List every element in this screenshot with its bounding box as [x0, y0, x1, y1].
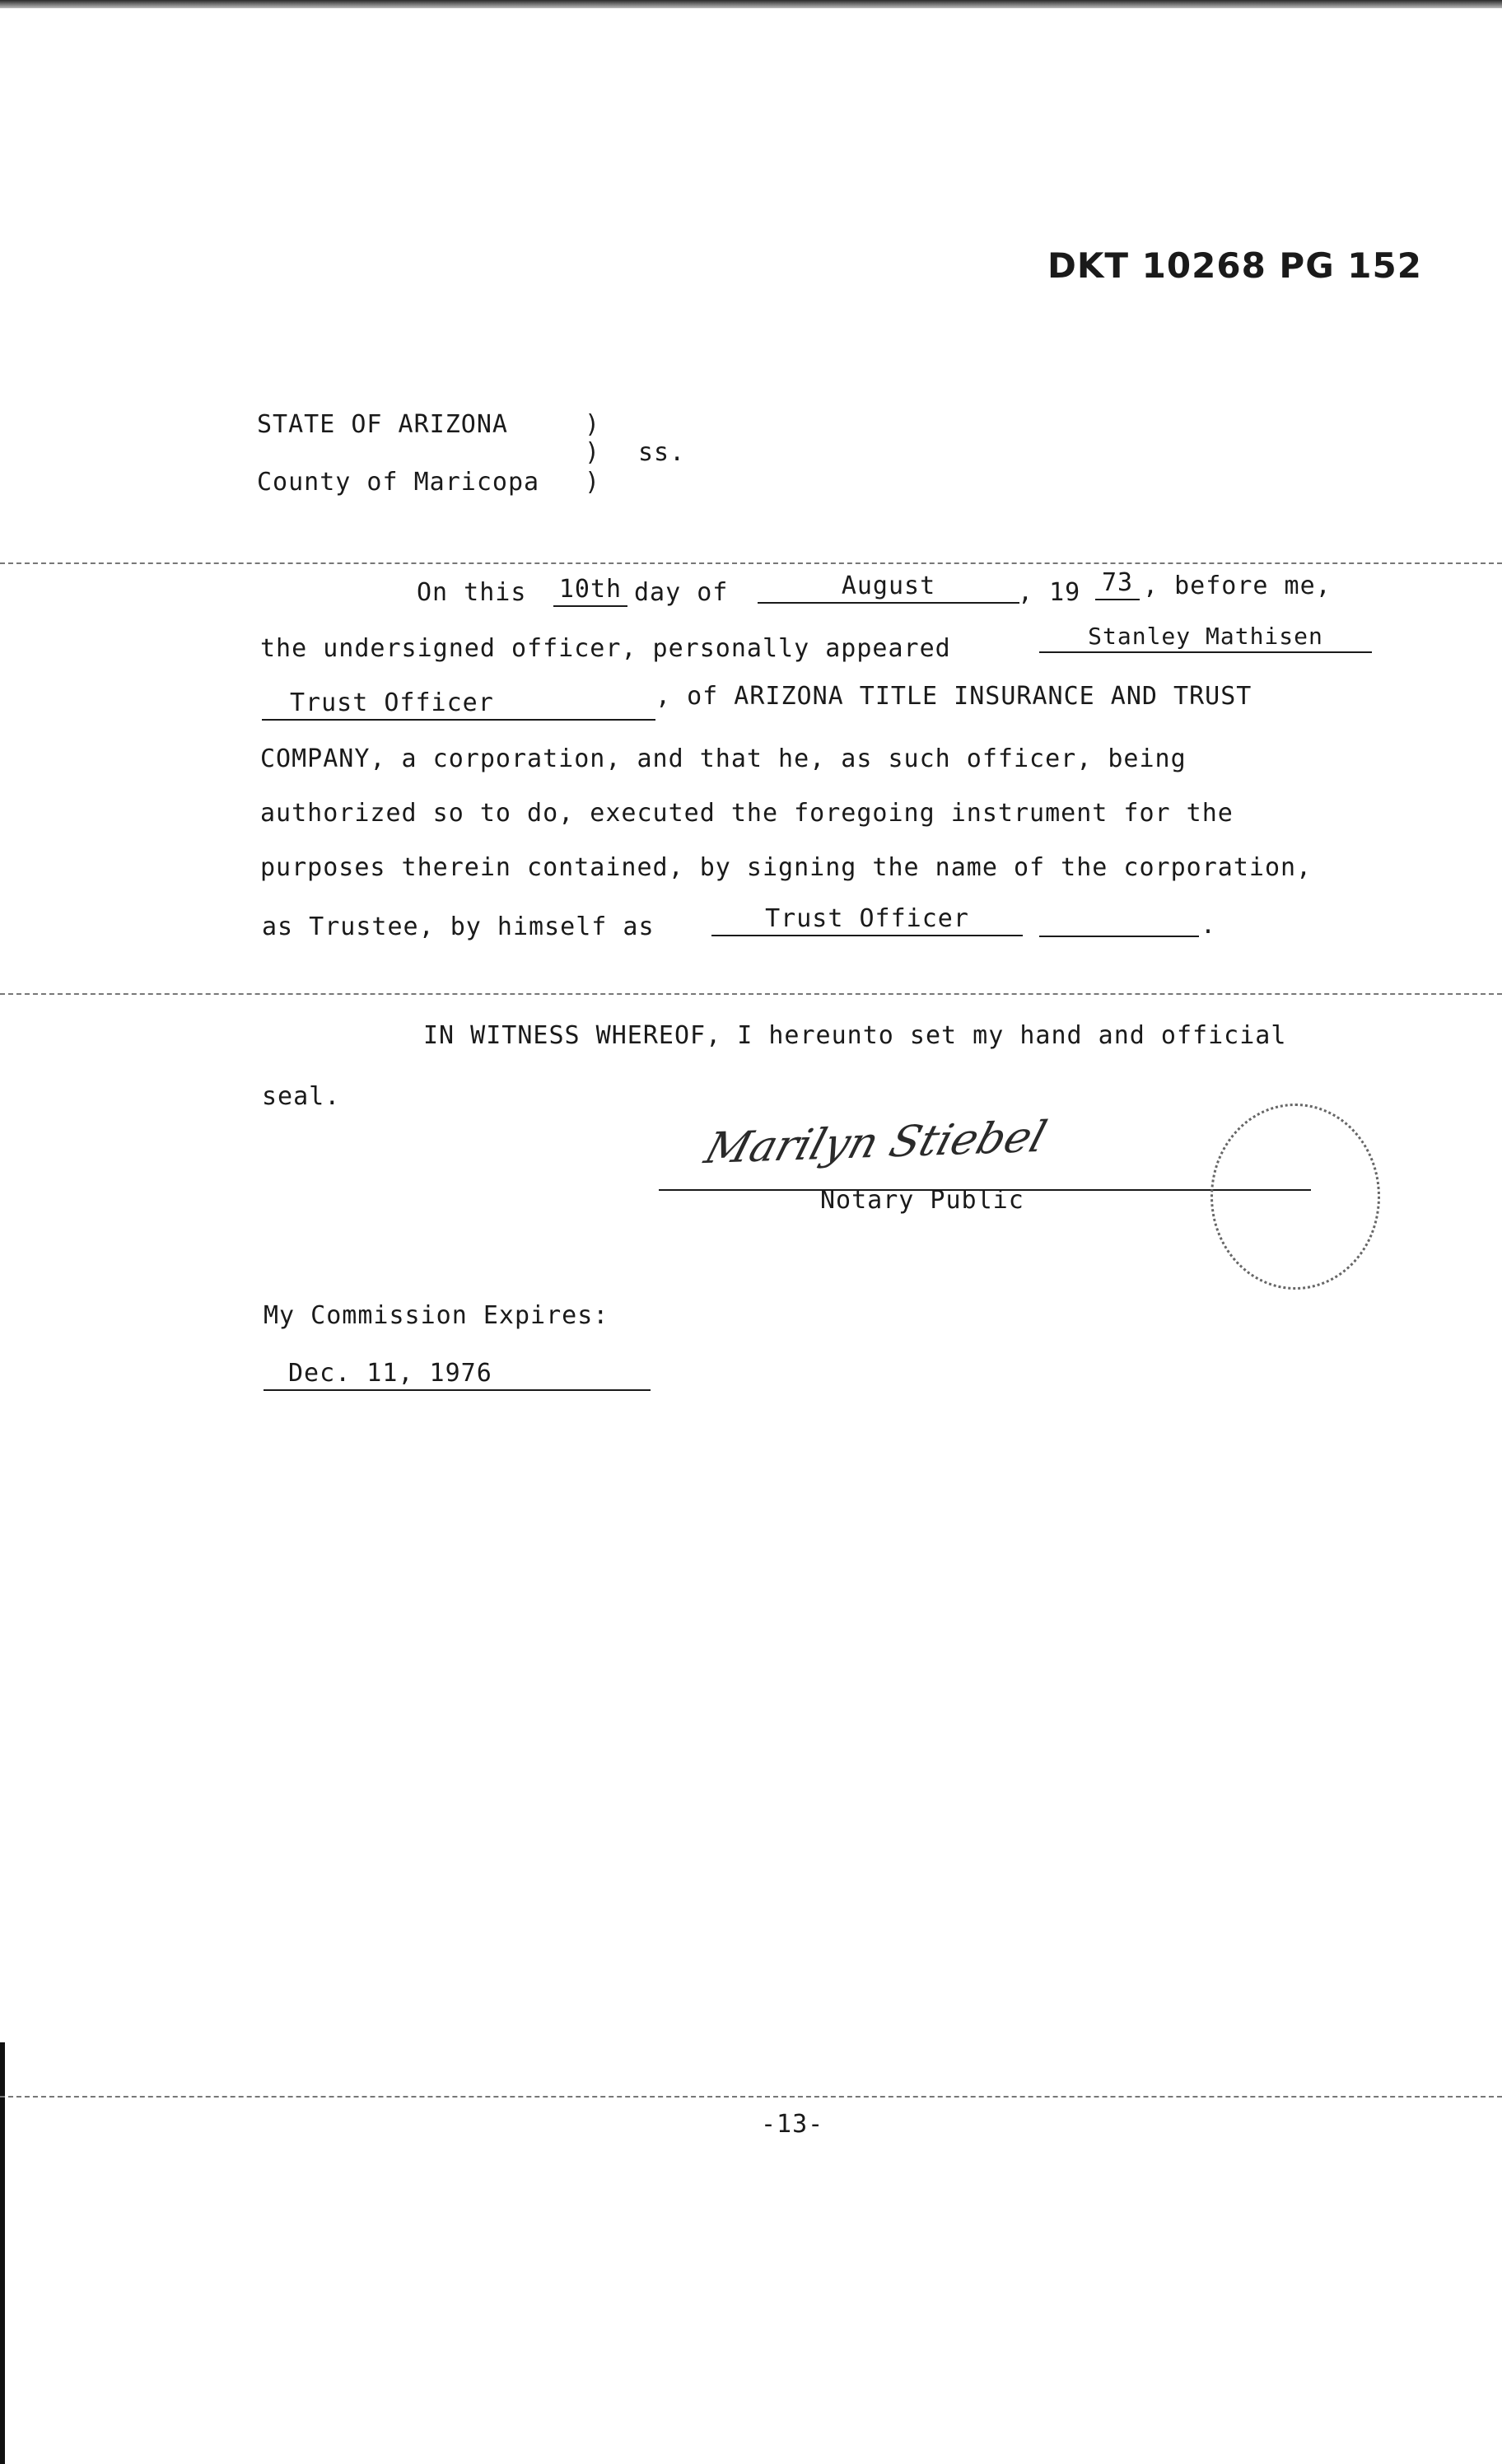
witness-text: seal.: [262, 1082, 341, 1111]
blank-underline: [1039, 936, 1199, 937]
officer-name-underline: [1039, 651, 1372, 653]
scan-left-edge: [0, 2042, 5, 2464]
officer-name-field: [1039, 623, 1372, 653]
scan-artifact-line: [0, 562, 1502, 564]
day-value: 10th: [558, 575, 623, 604]
ack-text: , before me,: [1143, 572, 1332, 600]
capacity-underline: [711, 935, 1023, 936]
page-number: -13-: [761, 2110, 824, 2139]
state-line: STATE OF ARIZONA: [257, 410, 508, 439]
ack-text: .: [1201, 911, 1217, 940]
capacity-value: Trust Officer: [765, 904, 969, 933]
officer-title: Trust Officer: [290, 688, 494, 717]
scan-artifact-line: [0, 993, 1502, 995]
year-field: [1095, 568, 1140, 600]
notary-seal-stamp: [1210, 1104, 1380, 1290]
ack-text: purposes therein contained, by signing the name of the corporation,: [260, 853, 1313, 882]
ack-text: COMPANY, a corporation, and that he, as such officer, being: [260, 744, 1187, 773]
ack-text: , 19: [1018, 578, 1081, 607]
officer-title-underline: [262, 719, 655, 721]
ack-text: day of: [634, 578, 729, 607]
venue-paren: ): [585, 468, 601, 497]
ack-text: On this: [417, 578, 527, 607]
county-line: County of Maricopa: [257, 468, 540, 497]
scan-artifact-line: [0, 2096, 1502, 2098]
year-underline: [1095, 599, 1140, 600]
scan-top-edge: [0, 0, 1502, 8]
day-field: [553, 575, 627, 607]
witness-text: IN WITNESS WHEREOF, I hereunto set my hand and official: [423, 1021, 1287, 1050]
commission-date-field: [264, 1359, 651, 1391]
notary-signature: Marilyn Stiebel: [699, 1112, 1052, 1174]
ack-text: the undersigned officer, personally appeared: [260, 634, 951, 663]
ack-text: authorized so to do, executed the foregoing instrument for the: [260, 799, 1234, 828]
officer-name: Stanley Mathisen: [1088, 623, 1323, 650]
month-underline: [758, 602, 1019, 604]
venue-paren: ): [585, 410, 601, 439]
officer-title-field: [262, 688, 655, 721]
commission-label: My Commission Expires:: [264, 1301, 609, 1330]
notary-public-label: Notary Public: [820, 1186, 1024, 1215]
month-field: [758, 572, 1019, 604]
ack-text: , of ARIZONA TITLE INSURANCE AND TRUST: [655, 682, 1252, 711]
capacity-field: [711, 904, 1023, 936]
day-underline: [553, 605, 627, 607]
venue-paren: ): [585, 438, 601, 467]
book-page-number: DKT 10268 PG 152: [1047, 245, 1422, 286]
year-value: 73: [1101, 568, 1134, 597]
ss-label: ss.: [638, 438, 686, 467]
month-value: August: [841, 572, 936, 600]
commission-date-underline: [264, 1389, 651, 1391]
commission-date: Dec. 11, 1976: [288, 1359, 492, 1388]
ack-text: as Trustee, by himself as: [262, 912, 655, 941]
